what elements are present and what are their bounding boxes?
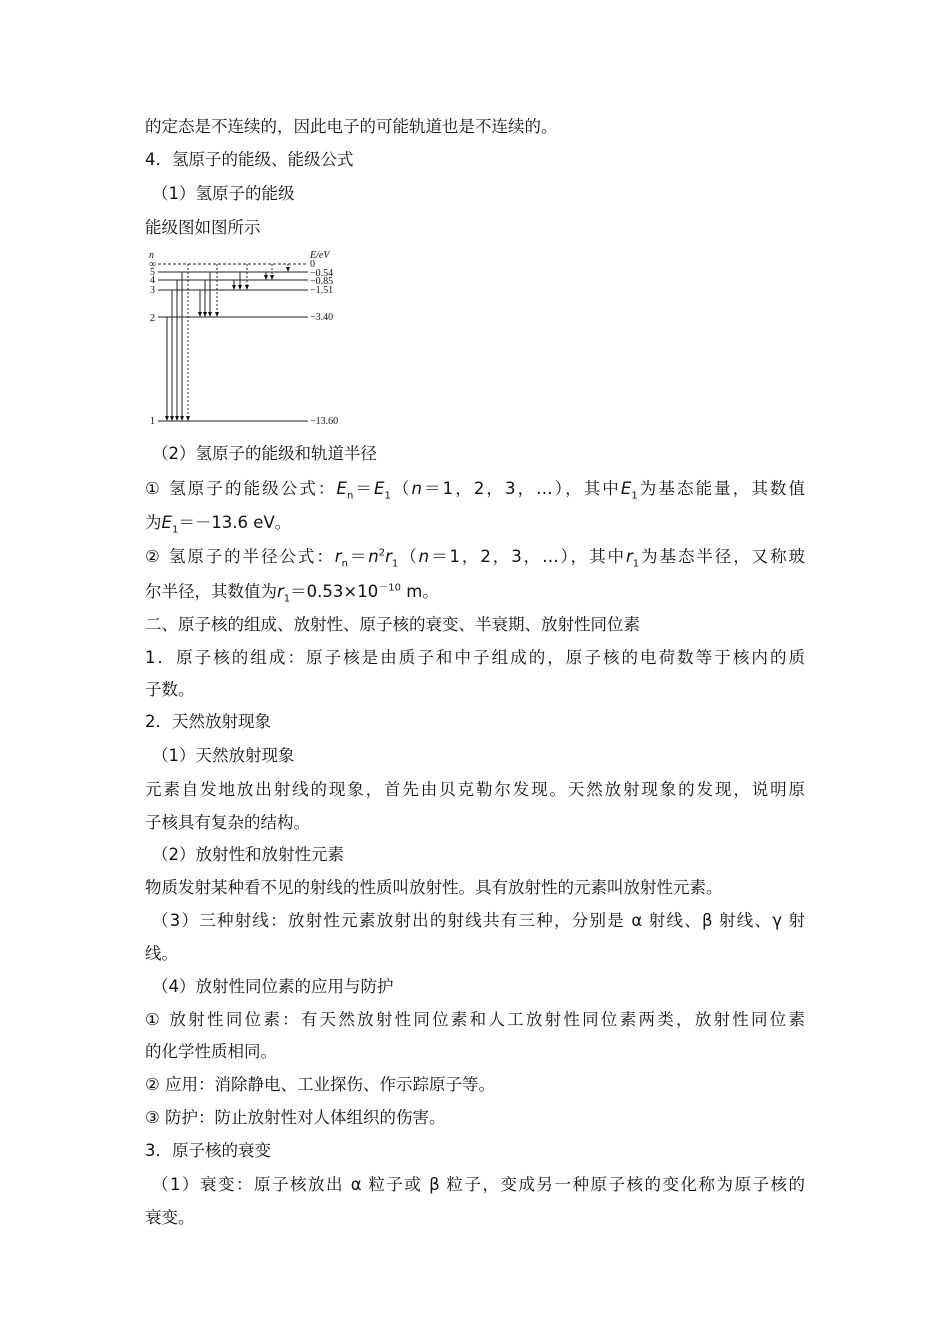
formula-line: ② 氢原子的半径公式：$r_n=n^2r_1(n=1$，2，3，…），其中$r_1$为基态半径，又称玻 (145, 547, 806, 570)
arrowhead (245, 285, 249, 290)
level-n-label: 5 (150, 267, 155, 278)
level-n-label: 3 (150, 285, 155, 296)
energy-value: −1.51 (310, 285, 334, 296)
paragraph-line: 1．原子核的组成：原子核是由质子和中子组成的，原子核的电荷数等于核内的质 (145, 648, 805, 667)
section-heading: 3．原子核的衰变 (145, 1141, 271, 1160)
subsection-heading: （2）放射性和放射性元素 (152, 845, 344, 864)
level-n-label: 4 (150, 275, 155, 286)
paragraph-line: 衰变。 (145, 1208, 195, 1227)
energy-value: −0.85 (310, 276, 334, 287)
arrowhead (186, 416, 190, 421)
level-n-label: 1 (150, 416, 155, 427)
paragraph-line: 子核具有复杂的结构。 (145, 813, 310, 832)
section-heading: 二、原子核的组成、放射性、原子核的衰变、半衰期、放射性同位素 (145, 615, 640, 634)
subsection-heading: （1）天然放射现象 (152, 746, 295, 765)
paragraph-line: 元素自发地放出射线的现象，首先由贝克勒尔发现。天然放射现象的发现，说明原 (145, 780, 805, 799)
energy-value: −0.54 (310, 268, 334, 279)
transition-arrows (165, 264, 290, 421)
formula-line: 尔半径，其数值为$r_1=0.53\times 10^{-10}$ m。 (145, 582, 439, 605)
arrowhead (175, 416, 179, 421)
arrowhead (215, 312, 219, 317)
n-axis-label: n (149, 250, 154, 261)
arrowhead (286, 267, 290, 272)
arrowhead (180, 416, 184, 421)
paragraph-line: ① 放射性同位素：有天然放射性同位素和人工放射性同位素两类，放射性同位素 (145, 1010, 805, 1029)
paragraph-line: 能级图如图所示 (145, 218, 261, 237)
arrowhead (170, 416, 174, 421)
paragraph-line: ② 应用：消除静电、工业探伤、作示踪原子等。 (145, 1075, 496, 1094)
subsection-heading: （1）氢原子的能级 (152, 184, 295, 203)
paragraph-line: （1）衰变：原子核放出 α 粒子或 β 粒子，变成另一种原子核的变化称为原子核的 (152, 1175, 805, 1194)
arrowhead (203, 312, 207, 317)
energy-level-diagram (148, 247, 358, 429)
energy-value: 0 (310, 259, 315, 270)
paragraph-line: （3）三种射线：放射性元素放射出的射线共有三种，分别是 α 射线、β 射线、γ 射 (152, 911, 805, 930)
arrowhead (270, 275, 274, 280)
energy-value: −13.60 (310, 416, 339, 427)
section-heading: 4．氢原子的能级、能级公式 (145, 150, 354, 169)
arrowhead (264, 275, 268, 280)
paragraph-line: 的化学性质相同。 (145, 1042, 277, 1061)
paragraph-line: 线。 (145, 944, 178, 963)
paragraph-line: 物质发射某种看不见的射线的性质叫放射性。具有放射性的元素叫放射性元素。 (145, 878, 723, 897)
arrowhead (165, 416, 169, 421)
formula-line: 为$E_1=-13.6$ eV。 (145, 513, 292, 536)
level-n-label: 2 (150, 313, 155, 324)
arrowhead (208, 312, 212, 317)
energy-value: −3.40 (310, 312, 334, 323)
paragraph-line: 的定态是不连续的，因此电子的可能轨道也是不连续的。 (145, 117, 558, 136)
formula-line: ① 氢原子的能级公式：$E_n=E_1(n=1$，2，3，…），其中$E_1$为基态能量，其数值 (145, 479, 806, 502)
paragraph-line: ③ 防护：防止放射性对人体组织的伤害。 (145, 1108, 446, 1127)
section-heading: 2．天然放射现象 (145, 712, 271, 731)
arrowhead (232, 285, 236, 290)
level-n-label: ∞ (149, 259, 157, 270)
arrowhead (238, 285, 242, 290)
subsection-heading: （2）氢原子的能级和轨道半径 (152, 444, 377, 463)
arrowhead (198, 312, 202, 317)
paragraph-line: 子数。 (145, 680, 195, 699)
energy-axis-label: E/eV (310, 250, 330, 261)
subsection-heading: （4）放射性同位素的应用与防护 (152, 977, 394, 996)
